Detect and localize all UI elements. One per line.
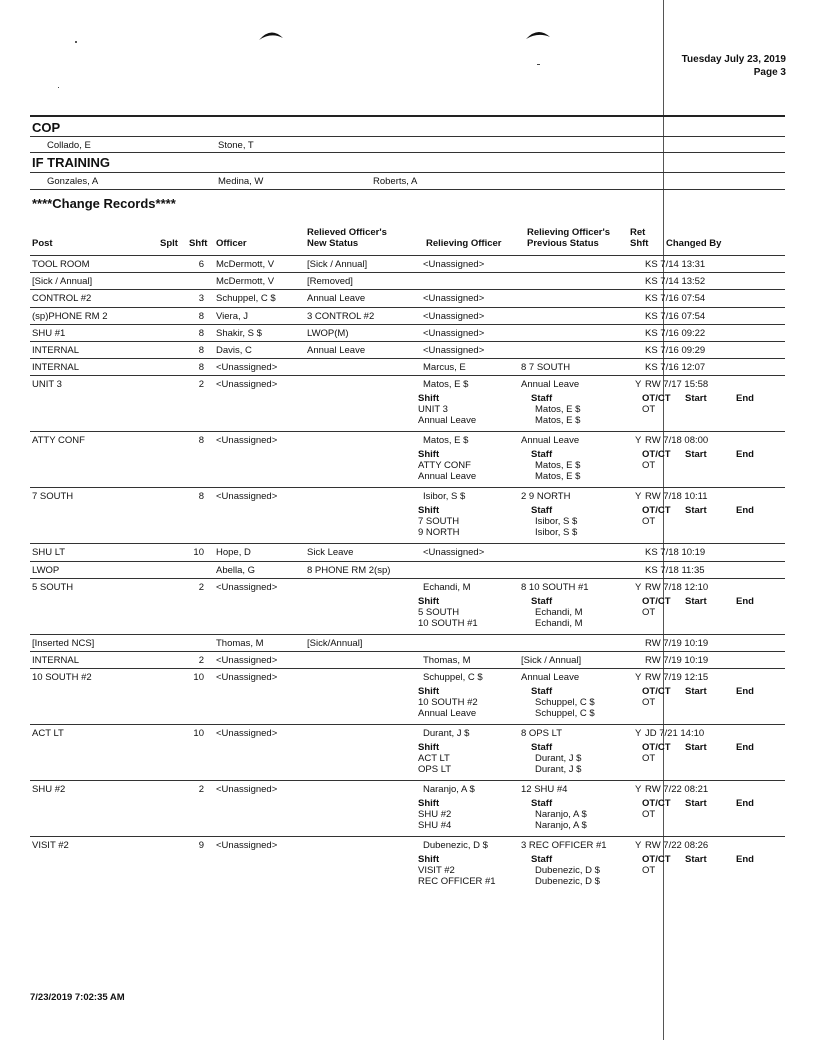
- detail-end-header: End: [736, 595, 754, 607]
- row-changed-by: KS 7/16 07:54: [645, 310, 706, 322]
- row-relieving-officer: <Unassigned>: [423, 310, 485, 322]
- detail-staff-from: Echandi, M: [535, 606, 583, 618]
- detail-start-header: Start: [685, 393, 707, 405]
- detail-shift-header: Shift: [418, 742, 440, 754]
- row-relieving-officer: <Unassigned>: [423, 293, 485, 305]
- detail-end-header: End: [736, 393, 754, 405]
- detail-staff-header: Staff: [531, 449, 553, 461]
- row-prev-status: 12 SHU #4: [521, 784, 568, 796]
- row-changed-by: RW 7/22 08:26: [645, 840, 709, 852]
- table-row: [30, 307, 785, 325]
- detail-staff-to: Schuppel, C $: [535, 708, 595, 720]
- cop-name: Collado, E: [47, 140, 91, 151]
- detail-staff-header: Staff: [531, 742, 553, 754]
- row-post: SHU #1: [32, 327, 66, 339]
- detail-staff-from: Matos, E $: [535, 404, 581, 416]
- row-ret-shft: Y: [635, 435, 642, 447]
- row-changed-by: RW 7/19 12:15: [645, 672, 709, 684]
- row-relieving-officer: <Unassigned>: [423, 547, 485, 559]
- row-officer: Viera, J: [216, 310, 249, 322]
- row-shft: 9: [198, 840, 204, 852]
- detail-ot-value: OT: [642, 404, 656, 416]
- row-changed-by: KS 7/18 10:19: [645, 547, 706, 559]
- table-row: [30, 543, 785, 561]
- detail-shift-to: REC OFFICER #1: [418, 876, 496, 888]
- row-changed-by: JD 7/21 14:10: [645, 728, 705, 740]
- detail-shift-from: SHU #2: [418, 809, 452, 821]
- detail-otct-header: OT/CT: [642, 393, 671, 405]
- row-new-status: Annual Leave: [307, 293, 366, 305]
- row-prev-status: 8 7 SOUTH: [521, 362, 571, 374]
- detail-staff-to: Isibor, S $: [535, 527, 578, 539]
- row-shft: 8: [198, 362, 204, 374]
- row-officer: <Unassigned>: [216, 491, 278, 503]
- detail-shift-header: Shift: [418, 393, 440, 405]
- col-header-new-status-1: Relieved Officer's: [307, 227, 387, 238]
- detail-staff-header: Staff: [531, 393, 553, 405]
- row-new-status: 3 CONTROL #2: [307, 310, 375, 322]
- row-new-status: [Sick / Annual]: [307, 259, 368, 270]
- detail-ot-value: OT: [642, 753, 656, 765]
- detail-staff-header: Staff: [531, 798, 553, 810]
- detail-end-header: End: [736, 449, 754, 461]
- table-row: [30, 289, 785, 307]
- table-row: [30, 724, 785, 781]
- col-header-shft: Shft: [189, 238, 208, 249]
- detail-otct-header: OT/CT: [642, 449, 671, 461]
- row-post: LWOP: [32, 564, 60, 576]
- col-header-ret-2: Shft: [630, 238, 649, 249]
- row-officer: <Unassigned>: [216, 672, 278, 684]
- row-new-status: Sick Leave: [307, 547, 354, 559]
- detail-shift-to: Annual Leave: [418, 471, 477, 483]
- row-ret-shft: Y: [635, 840, 642, 852]
- row-post: INTERNAL: [32, 655, 79, 666]
- row-changed-by: RW 7/17 15:58: [645, 379, 709, 391]
- detail-start-header: Start: [685, 798, 707, 810]
- detail-otct-header: OT/CT: [642, 854, 671, 866]
- detail-staff-from: Isibor, S $: [535, 516, 578, 528]
- row-new-status: [Sick/Annual]: [307, 637, 363, 649]
- table-row: [30, 578, 785, 635]
- row-post: TOOL ROOM: [32, 259, 90, 270]
- row-shft: 8: [198, 435, 204, 447]
- row-post: VISIT #2: [32, 840, 69, 852]
- scan-speck: [537, 64, 540, 65]
- training-name: Roberts, A: [373, 176, 418, 187]
- row-officer: Thomas, M: [216, 637, 264, 649]
- section-title-if-training: IF TRAINING: [32, 155, 110, 170]
- table-row: [30, 324, 785, 342]
- detail-shift-from: 7 SOUTH: [418, 516, 460, 528]
- detail-shift-header: Shift: [418, 798, 440, 810]
- section-divider: [30, 189, 785, 190]
- detail-staff-from: Naranjo, A $: [535, 809, 587, 821]
- col-header-prev-status-2: Previous Status: [527, 238, 599, 249]
- detail-staff-from: Dubenezic, D $: [535, 865, 600, 877]
- detail-shift-header: Shift: [418, 505, 440, 517]
- row-post: ATTY CONF: [32, 435, 85, 447]
- row-prev-status: Annual Leave: [521, 379, 580, 391]
- row-officer: McDermott, V: [216, 276, 275, 288]
- detail-staff-to: Dubenezic, D $: [535, 876, 600, 888]
- change-records-title: ****Change Records****: [32, 196, 176, 211]
- row-relieving-officer: <Unassigned>: [423, 327, 485, 339]
- table-row: [30, 651, 785, 669]
- detail-staff-from: Matos, E $: [535, 460, 581, 472]
- detail-end-header: End: [736, 854, 754, 866]
- row-ret-shft: Y: [635, 581, 642, 593]
- row-shft: 2: [198, 379, 204, 391]
- table-row: [30, 561, 785, 579]
- row-officer: <Unassigned>: [216, 784, 278, 796]
- row-post: [Sick / Annual]: [32, 276, 93, 288]
- detail-start-header: Start: [685, 742, 707, 754]
- row-prev-status: Annual Leave: [521, 672, 580, 684]
- row-post: ACT LT: [32, 728, 64, 740]
- section-title-cop: COP: [32, 120, 61, 135]
- header-divider: [30, 115, 785, 117]
- detail-shift-to: Annual Leave: [418, 415, 477, 427]
- row-shft: 6: [198, 259, 204, 270]
- detail-shift-header: Shift: [418, 854, 440, 866]
- detail-otct-header: OT/CT: [642, 686, 671, 698]
- col-header-relieving-officer: Relieving Officer: [426, 238, 502, 249]
- row-relieving-officer: Schuppel, C $: [423, 672, 483, 684]
- detail-shift-from: UNIT 3: [418, 404, 448, 416]
- detail-staff-to: Durant, J $: [535, 764, 582, 776]
- detail-staff-header: Staff: [531, 854, 553, 866]
- detail-staff-header: Staff: [531, 686, 553, 698]
- row-post: 7 SOUTH: [32, 491, 74, 503]
- col-header-new-status-2: New Status: [307, 238, 359, 249]
- col-header-splt: Splt: [160, 238, 178, 249]
- detail-shift-from: ATTY CONF: [418, 460, 471, 472]
- detail-shift-header: Shift: [418, 595, 440, 607]
- row-shft: 8: [198, 327, 204, 339]
- table-row: [30, 836, 785, 893]
- detail-staff-to: Matos, E $: [535, 471, 581, 483]
- row-officer: <Unassigned>: [216, 728, 278, 740]
- row-ret-shft: Y: [635, 784, 642, 796]
- row-changed-by: RW 7/19 10:19: [645, 637, 709, 649]
- row-changed-by: KS 7/14 13:52: [645, 276, 706, 288]
- row-changed-by: KS 7/16 07:54: [645, 293, 706, 305]
- row-relieving-officer: Isibor, S $: [423, 491, 466, 503]
- detail-ot-value: OT: [642, 865, 656, 877]
- detail-shift-from: 10 SOUTH #2: [418, 697, 478, 709]
- punch-mark-left: [258, 28, 284, 42]
- detail-shift-from: VISIT #2: [418, 865, 455, 877]
- row-ret-shft: Y: [635, 491, 642, 503]
- training-name: Medina, W: [218, 176, 264, 187]
- row-changed-by: KS 7/16 12:07: [645, 362, 706, 374]
- row-changed-by: KS 7/16 09:29: [645, 345, 706, 356]
- detail-shift-from: 5 SOUTH: [418, 606, 460, 618]
- row-relieving-officer: <Unassigned>: [423, 345, 485, 356]
- row-relieving-officer: Marcus, E: [423, 362, 466, 374]
- col-header-prev-status-1: Relieving Officer's: [527, 227, 611, 238]
- detail-ot-value: OT: [642, 460, 656, 472]
- section-divider: [30, 136, 785, 137]
- detail-end-header: End: [736, 798, 754, 810]
- detail-start-header: Start: [685, 449, 707, 461]
- row-changed-by: RW 7/18 12:10: [645, 581, 709, 593]
- row-shft: 10: [193, 672, 204, 684]
- row-officer: <Unassigned>: [216, 655, 278, 666]
- detail-staff-to: Echandi, M: [535, 617, 583, 629]
- detail-end-header: End: [736, 505, 754, 517]
- col-header-officer: Officer: [216, 238, 247, 249]
- row-shft: 3: [198, 293, 204, 305]
- detail-shift-to: 10 SOUTH #1: [418, 617, 478, 629]
- detail-otct-header: OT/CT: [642, 505, 671, 517]
- row-officer: Shakir, S $: [216, 327, 262, 339]
- table-row: [30, 375, 785, 432]
- row-relieving-officer: Naranjo, A $: [423, 784, 475, 796]
- table-row: [30, 780, 785, 837]
- row-new-status: Annual Leave: [307, 345, 366, 356]
- scan-speck: [58, 87, 59, 88]
- row-officer: Davis, C: [216, 345, 252, 356]
- row-post: UNIT 3: [32, 379, 62, 391]
- punch-mark-right: [525, 28, 551, 42]
- row-prev-status: 8 OPS LT: [521, 728, 563, 740]
- report-date: Tuesday July 23, 2019: [681, 54, 786, 65]
- row-shft: 2: [198, 581, 204, 593]
- table-row: [30, 358, 785, 376]
- row-changed-by: RW 7/22 08:21: [645, 784, 709, 796]
- row-new-status: LWOP(M): [307, 327, 349, 339]
- detail-start-header: Start: [685, 595, 707, 607]
- detail-shift-to: 9 NORTH: [418, 527, 460, 539]
- row-relieving-officer: Thomas, M: [423, 655, 471, 666]
- row-changed-by: KS 7/16 09:22: [645, 327, 706, 339]
- row-relieving-officer: Matos, E $: [423, 435, 469, 447]
- row-changed-by: RW 7/19 10:19: [645, 655, 709, 666]
- row-officer: Abella, G: [216, 564, 256, 576]
- row-ret-shft: Y: [635, 728, 642, 740]
- training-name: Gonzales, A: [47, 176, 99, 187]
- row-relieving-officer: Echandi, M: [423, 581, 471, 593]
- detail-end-header: End: [736, 686, 754, 698]
- row-shft: 8: [198, 491, 204, 503]
- detail-shift-from: ACT LT: [418, 753, 450, 765]
- detail-ot-value: OT: [642, 697, 656, 709]
- row-changed-by: RW 7/18 08:00: [645, 435, 709, 447]
- col-header-changed-by: Changed By: [666, 238, 722, 249]
- row-ret-shft: Y: [635, 379, 642, 391]
- detail-end-header: End: [736, 742, 754, 754]
- row-changed-by: KS 7/14 13:31: [645, 259, 706, 270]
- row-changed-by: RW 7/18 10:11: [645, 491, 708, 503]
- row-officer: McDermott, V: [216, 259, 275, 270]
- row-shft: 2: [198, 655, 204, 666]
- row-officer: <Unassigned>: [216, 840, 278, 852]
- detail-otct-header: OT/CT: [642, 595, 671, 607]
- row-shft: 10: [193, 547, 204, 559]
- row-post: INTERNAL: [32, 345, 79, 356]
- row-officer: <Unassigned>: [216, 362, 278, 374]
- row-shft: 8: [198, 345, 204, 356]
- detail-staff-from: Schuppel, C $: [535, 697, 595, 709]
- row-new-status: 8 PHONE RM 2(sp): [307, 564, 391, 576]
- cop-name: Stone, T: [218, 140, 254, 151]
- row-relieving-officer: Matos, E $: [423, 379, 469, 391]
- detail-staff-from: Durant, J $: [535, 753, 582, 765]
- detail-otct-header: OT/CT: [642, 798, 671, 810]
- detail-staff-to: Matos, E $: [535, 415, 581, 427]
- detail-shift-to: Annual Leave: [418, 708, 477, 720]
- detail-shift-header: Shift: [418, 449, 440, 461]
- table-row: [30, 272, 785, 290]
- table-row: [30, 431, 785, 488]
- row-prev-status: [Sick / Annual]: [521, 655, 582, 666]
- table-row: [30, 487, 785, 544]
- table-row: [30, 634, 785, 652]
- row-officer: Schuppel, C $: [216, 293, 276, 305]
- row-officer: <Unassigned>: [216, 379, 278, 391]
- row-prev-status: 8 10 SOUTH #1: [521, 581, 589, 593]
- detail-start-header: Start: [685, 686, 707, 698]
- detail-shift-header: Shift: [418, 686, 440, 698]
- section-divider: [30, 172, 785, 173]
- row-shft: 2: [198, 784, 204, 796]
- detail-shift-to: SHU #4: [418, 820, 452, 832]
- row-post: 5 SOUTH: [32, 581, 74, 593]
- detail-ot-value: OT: [642, 809, 656, 821]
- row-prev-status: 2 9 NORTH: [521, 491, 571, 503]
- detail-otct-header: OT/CT: [642, 742, 671, 754]
- row-shft: 10: [193, 728, 204, 740]
- row-prev-status: Annual Leave: [521, 435, 580, 447]
- row-new-status: [Removed]: [307, 276, 353, 288]
- col-header-ret-1: Ret: [630, 227, 646, 238]
- row-changed-by: KS 7/18 11:35: [645, 564, 705, 576]
- row-officer: <Unassigned>: [216, 435, 278, 447]
- row-officer: Hope, D: [216, 547, 251, 559]
- row-shft: 8: [198, 310, 204, 322]
- detail-staff-header: Staff: [531, 595, 553, 607]
- row-post: SHU LT: [32, 547, 66, 559]
- row-officer: <Unassigned>: [216, 581, 278, 593]
- row-post: INTERNAL: [32, 362, 79, 374]
- detail-start-header: Start: [685, 505, 707, 517]
- row-post: [Inserted NCS]: [32, 637, 95, 649]
- detail-ot-value: OT: [642, 606, 656, 618]
- row-ret-shft: Y: [635, 672, 642, 684]
- row-post: CONTROL #2: [32, 293, 92, 305]
- table-row: [30, 255, 785, 273]
- row-post: SHU #2: [32, 784, 66, 796]
- detail-ot-value: OT: [642, 516, 656, 528]
- row-prev-status: 3 REC OFFICER #1: [521, 840, 607, 852]
- row-post: (sp)PHONE RM 2: [32, 310, 108, 322]
- scan-speck: [75, 41, 77, 43]
- detail-staff-header: Staff: [531, 505, 553, 517]
- table-row: [30, 341, 785, 359]
- print-timestamp: 7/23/2019 7:02:35 AM: [30, 992, 125, 1003]
- row-relieving-officer: <Unassigned>: [423, 259, 485, 270]
- row-relieving-officer: Dubenezic, D $: [423, 840, 488, 852]
- detail-shift-to: OPS LT: [418, 764, 452, 776]
- row-post: 10 SOUTH #2: [32, 672, 92, 684]
- table-row: [30, 668, 785, 725]
- page-number: Page 3: [753, 67, 786, 78]
- col-header-post: Post: [32, 238, 53, 249]
- detail-start-header: Start: [685, 854, 707, 866]
- detail-staff-to: Naranjo, A $: [535, 820, 587, 832]
- section-divider: [30, 152, 785, 153]
- row-relieving-officer: Durant, J $: [423, 728, 470, 740]
